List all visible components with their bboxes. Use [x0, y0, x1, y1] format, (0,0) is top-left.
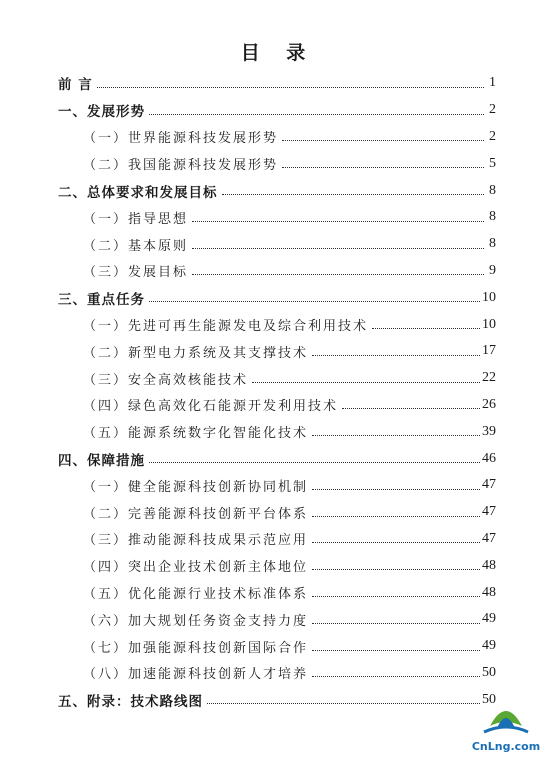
- toc-entry-label: （一）先进可再生能源发电及综合利用技术: [83, 315, 370, 334]
- toc-page-number: 8: [486, 183, 496, 199]
- toc-page-number: 50: [482, 691, 496, 707]
- toc-page-number: 10: [482, 316, 496, 332]
- toc-entry-label: （三）发展目标: [83, 261, 190, 280]
- toc-entry[interactable]: [58, 70, 496, 97]
- toc-page-number: 1: [486, 75, 496, 91]
- dot-leader: [97, 87, 484, 88]
- toc-entry[interactable]: [58, 204, 496, 231]
- toc-entry-label: （七）加强能源科技创新国际合作: [83, 637, 310, 656]
- dot-leader: [312, 623, 480, 624]
- toc-page-number: 26: [482, 396, 496, 412]
- toc-entry-label: （二）完善能源科技创新平台体系: [83, 503, 310, 522]
- toc-page-number: 2: [486, 102, 496, 118]
- toc-entry[interactable]: [58, 686, 496, 713]
- toc-entry[interactable]: [58, 284, 496, 311]
- toc-page-number: 49: [482, 638, 496, 654]
- toc-page-number: 47: [482, 504, 496, 520]
- dot-leader: [149, 301, 480, 302]
- toc-entry-label: （四）突出企业技术创新主体地位: [83, 556, 310, 575]
- toc-entry[interactable]: [58, 472, 496, 499]
- toc-entry-label: （六）加大规划任务资金支持力度: [83, 610, 310, 629]
- dot-leader: [342, 408, 480, 409]
- toc-entry-label: （一）指导思想: [83, 208, 190, 227]
- cnlng-watermark-logo: [470, 692, 542, 756]
- toc-entry[interactable]: [58, 311, 496, 338]
- toc-entry-label: 二、总体要求和发展目标: [58, 181, 220, 201]
- dot-leader: [312, 355, 480, 356]
- toc-entry-label: （一）世界能源科技发展形势: [83, 127, 280, 146]
- table-of-contents: [58, 70, 496, 713]
- toc-page-number: 9: [486, 263, 496, 279]
- toc-entry-label: （二）新型电力系统及其支撑技术: [83, 342, 310, 361]
- dot-leader: [192, 248, 484, 249]
- dot-leader: [192, 274, 484, 275]
- watermark-text: CnLng.com: [471, 740, 541, 753]
- toc-page-number: 48: [482, 584, 496, 600]
- toc-entry[interactable]: [58, 258, 496, 285]
- dot-leader: [252, 382, 480, 383]
- toc-page-number: 8: [486, 236, 496, 252]
- toc-entry[interactable]: [58, 231, 496, 258]
- toc-entry[interactable]: [58, 633, 496, 660]
- toc-entry-label: （五）优化能源行业技术标准体系: [83, 583, 310, 602]
- dot-leader: [372, 328, 480, 329]
- toc-page-number: 48: [482, 557, 496, 573]
- toc-page-number: 39: [482, 423, 496, 439]
- toc-entry-label: （五）能源系统数字化智能化技术: [83, 422, 310, 441]
- toc-entry[interactable]: [58, 97, 496, 124]
- toc-page-number: 46: [482, 450, 496, 466]
- toc-entry-label: （八）加速能源科技创新人才培养: [83, 663, 310, 682]
- toc-entry[interactable]: [58, 365, 496, 392]
- dot-leader: [312, 489, 480, 490]
- toc-entry[interactable]: [58, 392, 496, 419]
- toc-page-number: 8: [486, 209, 496, 225]
- toc-entry-label: 四、保障措施: [58, 449, 147, 469]
- toc-entry-label: （二）我国能源科技发展形势: [83, 154, 280, 173]
- toc-entry[interactable]: [58, 606, 496, 633]
- dot-leader: [222, 194, 485, 195]
- toc-page-number: 49: [482, 611, 496, 627]
- dot-leader: [312, 569, 480, 570]
- toc-entry-label: （一）健全能源科技创新协同机制: [83, 476, 310, 495]
- toc-page-number: 47: [482, 530, 496, 546]
- toc-entry-label: 三、重点任务: [58, 288, 147, 308]
- toc-title: 目 录: [240, 42, 316, 64]
- dot-leader: [149, 114, 484, 115]
- toc-entry-label: （二）基本原则: [83, 235, 190, 254]
- dot-leader: [312, 676, 480, 677]
- toc-entry-label: （四）绿色高效化石能源开发利用技术: [83, 395, 340, 414]
- toc-entry[interactable]: [58, 499, 496, 526]
- toc-entry-label: 一、发展形势: [58, 100, 147, 120]
- toc-page-number: 2: [486, 129, 496, 145]
- dot-leader: [192, 221, 484, 222]
- toc-page-number: 50: [482, 664, 496, 680]
- toc-entry[interactable]: [58, 124, 496, 151]
- toc-entry-label: 前 言: [58, 73, 95, 93]
- toc-page-number: 5: [486, 156, 496, 172]
- toc-entry[interactable]: [58, 552, 496, 579]
- dot-leader: [312, 542, 480, 543]
- dot-leader: [312, 650, 480, 651]
- toc-page-number: 22: [482, 370, 496, 386]
- dot-leader: [312, 516, 480, 517]
- toc-entry[interactable]: [58, 660, 496, 687]
- toc-entry-label: （三）安全高效核能技术: [83, 369, 250, 388]
- dot-leader: [149, 462, 480, 463]
- toc-entry[interactable]: [58, 177, 496, 204]
- toc-entry-label: （三）推动能源科技成果示范应用: [83, 529, 310, 548]
- dot-leader: [312, 596, 480, 597]
- toc-page-number: 10: [482, 289, 496, 305]
- toc-entry[interactable]: [58, 150, 496, 177]
- toc-entry[interactable]: [58, 418, 496, 445]
- toc-page-number: 17: [482, 343, 496, 359]
- dot-leader: [312, 435, 480, 436]
- dot-leader: [282, 140, 484, 141]
- dot-leader: [282, 167, 484, 168]
- toc-entry-label: 五、附录：技术路线图: [58, 690, 205, 710]
- toc-entry[interactable]: [58, 579, 496, 606]
- toc-page-number: 47: [482, 477, 496, 493]
- toc-entry[interactable]: [58, 445, 496, 472]
- toc-entry[interactable]: [58, 338, 496, 365]
- toc-entry[interactable]: [58, 526, 496, 553]
- dot-leader: [207, 703, 480, 704]
